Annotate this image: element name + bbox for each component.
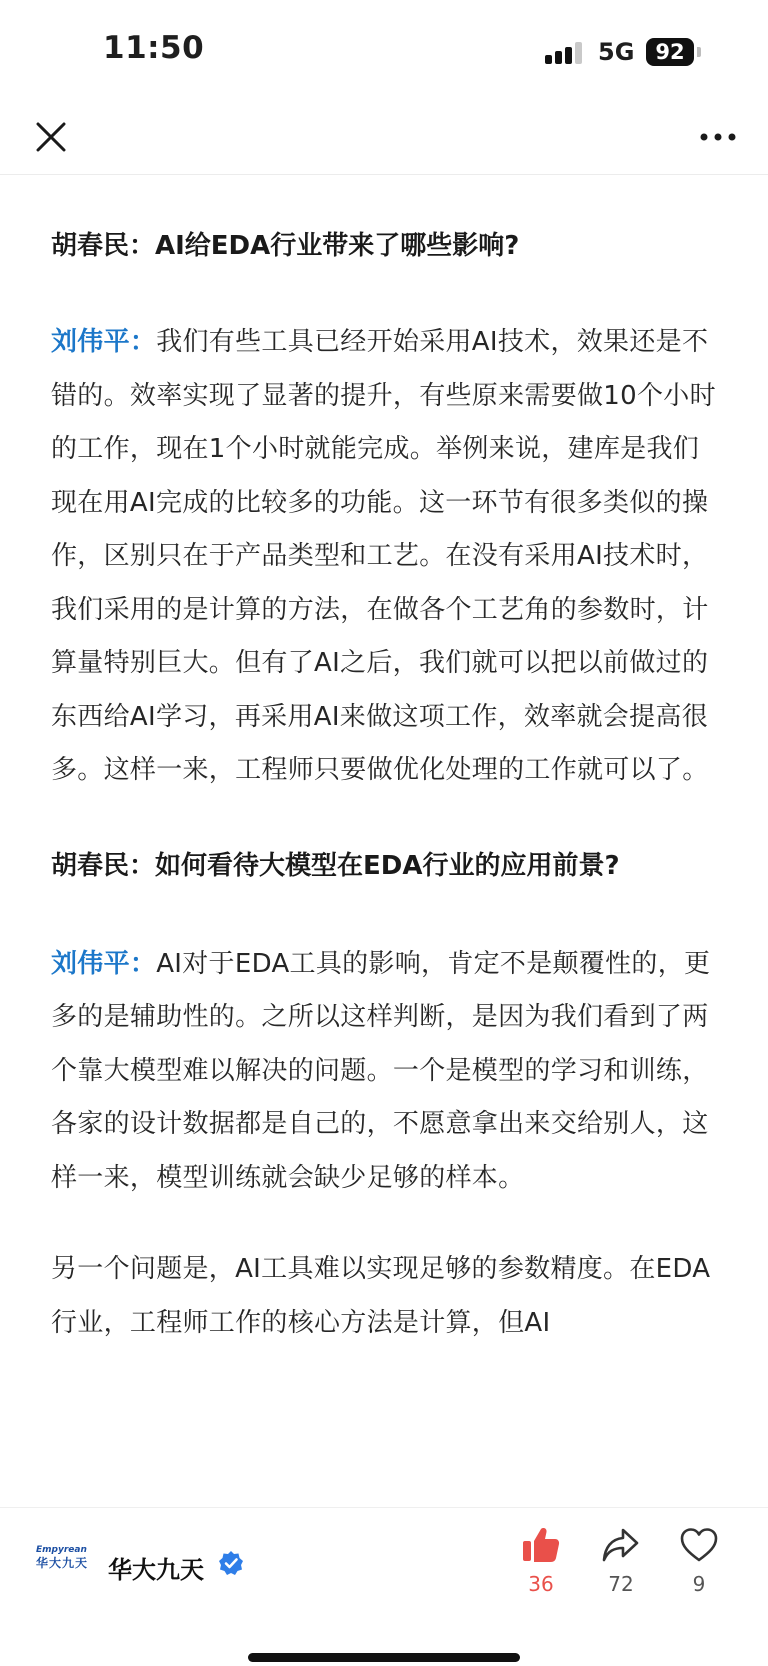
answer-2 [51, 938, 721, 1206]
clock: 11:50 [103, 30, 205, 66]
network-type: 5G [598, 38, 635, 66]
home-indicator [248, 1653, 520, 1662]
question-2: 胡春民：如何看待大模型在EDA行业的应用前景? [51, 850, 620, 881]
more-button[interactable] [696, 116, 740, 158]
bottom-action-bar [0, 1507, 768, 1666]
favorite-count: 9 [692, 1572, 706, 1596]
share-count: 72 [608, 1572, 634, 1596]
close-button[interactable] [30, 116, 72, 158]
favorite-button[interactable] [671, 1526, 727, 1596]
like-button[interactable] [513, 1526, 569, 1596]
share-button[interactable] [593, 1526, 649, 1596]
close-icon [30, 116, 72, 158]
account-name[interactable]: 华大九天 [108, 1556, 204, 1584]
heart-icon [679, 1526, 719, 1564]
answer-1-text: 我们有些工具已经开始采用AI技术，效果还是不错的。效率实现了显著的提升，有些原来需要做10个小时的工作，现在1个小时就能完成。举例来说，建库是我们现在用AI完成的比较多的功能。这一环节有很多类似的操作，区别只在于产品类型和工艺。在没有采用AI技术时，我们采用的是计算的方法，在做各个工艺角的参数时，计算量特别巨大。但有了AI之后，我们就可以把以前做过的东西给AI学习，再采用AI来做这项工作，效率就会提高很多。这样一来，工程师只要做优化处理的工作就可以了。 [51, 327, 716, 785]
nav-bar [0, 100, 768, 175]
more-icon [696, 116, 740, 158]
battery-cap [697, 47, 701, 57]
signal-icon [545, 40, 587, 64]
status-bar [0, 0, 768, 100]
logo-chinese-name: 华大九天 [36, 1556, 89, 1570]
battery-indicator: 92 [646, 38, 694, 66]
verified-badge-icon [218, 1550, 244, 1576]
answer-1 [51, 316, 721, 798]
question-1: 胡春民：AI给EDA行业带来了哪些影响? [51, 231, 520, 261]
answer-2-text: AI对于EDA工具的影响，肯定不是颠覆性的，更多的是辅助性的。之所以这样判断，是因为我们看到了两个靠大模型难以解决的问题。一个是模型的学习和训练，各家的设计数据都是自己的，不愿意拿出来交给别人，这样一来，模型训练就会缺少足够的样本。 [51, 948, 711, 1193]
logo-wordmark: Empyrean [36, 1545, 87, 1555]
answer-3: 另一个问题是，AI工具难以实现足够的参数精度。在EDA行业，工程师工作的核心方法是计算，但AI [51, 1254, 711, 1338]
brand-logo[interactable] [36, 1545, 92, 1573]
speaker-label: 刘伟平： [51, 948, 157, 979]
thumbs-up-icon [521, 1526, 561, 1564]
like-count: 36 [528, 1572, 554, 1596]
article-body [51, 174, 721, 1507]
share-arrow-icon [601, 1526, 641, 1564]
speaker-label: 刘伟平： [51, 327, 157, 357]
